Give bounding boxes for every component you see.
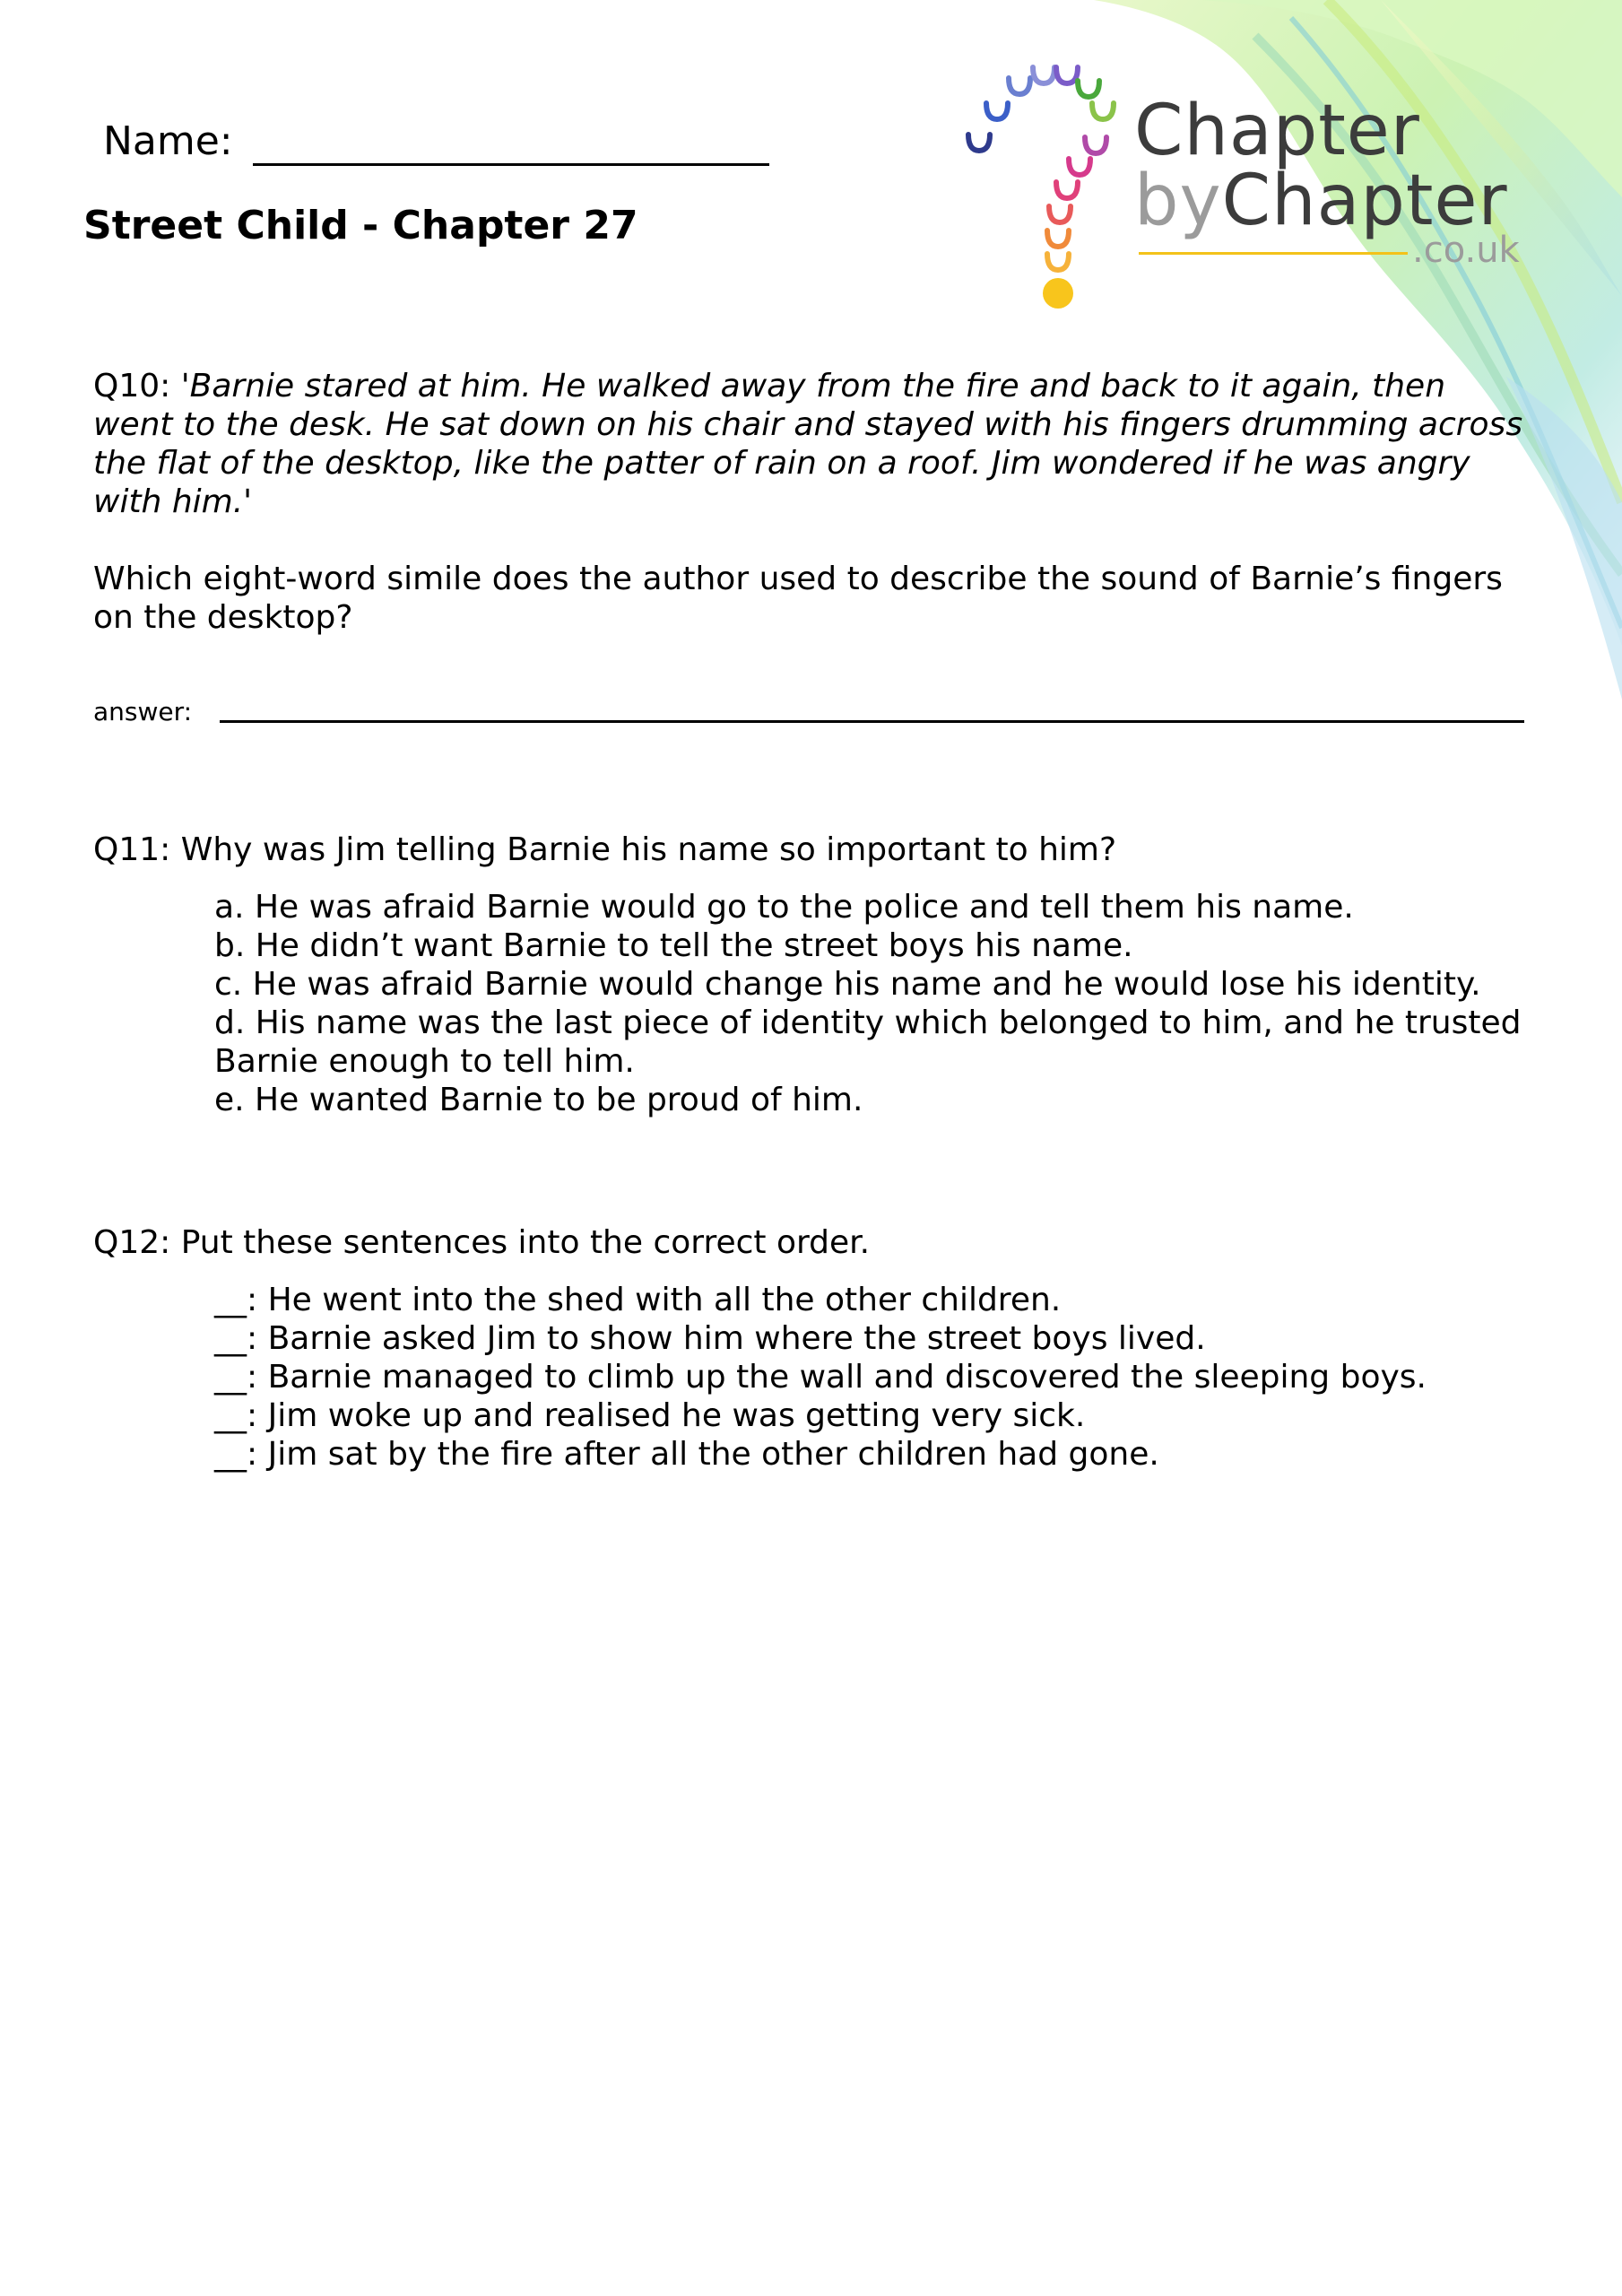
name-label: Name: bbox=[103, 118, 233, 164]
book-question-mark-icon bbox=[959, 49, 1139, 318]
question-10-passage bbox=[93, 367, 1528, 521]
chapter-by-chapter-logo bbox=[959, 49, 1578, 318]
question-11-prompt: Q11: Why was Jim telling Barnie his name so important to him? bbox=[93, 831, 1117, 868]
question-12-sentences bbox=[214, 1281, 1541, 1474]
option-c[interactable]: c. He was afraid Barnie would change his name and he would lose his identity. bbox=[214, 966, 1481, 1003]
order-sentence-3[interactable]: __: Barnie managed to climb up the wall and discovered the sleeping boys. bbox=[214, 1359, 1427, 1396]
question-12-prompt: Q12: Put these sentences into the correct order. bbox=[93, 1224, 871, 1261]
answer-field-line[interactable] bbox=[220, 720, 1524, 723]
name-field-line[interactable] bbox=[253, 163, 769, 166]
option-a[interactable]: a. He was afraid Barnie would go to the police and tell them his name. bbox=[214, 889, 1354, 926]
logo-underline bbox=[1139, 252, 1408, 255]
option-b[interactable]: b. He didn’t want Barnie to tell the street boys his name. bbox=[214, 927, 1133, 964]
question-11-options bbox=[214, 888, 1541, 1119]
order-sentence-1[interactable]: __: He went into the shed with all the other children. bbox=[214, 1282, 1062, 1318]
answer-label: answer: bbox=[93, 697, 193, 726]
question-number: Q10: bbox=[93, 368, 171, 404]
logo-text-chapter-2: Chapter bbox=[1221, 161, 1508, 241]
logo-text-chapter: Chapter bbox=[1134, 91, 1420, 171]
option-d[interactable]: d. His name was the last piece of identity which belonged to him, and he trusted Barnie enough to tell him. bbox=[214, 1004, 1522, 1080]
order-sentence-5[interactable]: __: Jim sat by the fire after all the other children had gone. bbox=[214, 1436, 1159, 1473]
option-e[interactable]: e. He wanted Barnie to be proud of him. bbox=[214, 1082, 863, 1118]
logo-text-by: by bbox=[1134, 161, 1222, 241]
page-title: Street Child - Chapter 27 bbox=[83, 203, 638, 248]
quoted-passage: 'Barnie stared at him. He walked away from the fire and back to it again, then went to the desk. He sat down on his chair and stayed with his fingers drumming across the flat of the desktop, like the patter of rain on a roof. Jim wondered if he was angry with him.' bbox=[93, 368, 1523, 520]
question-10-prompt: Which eight-word simile does the author used to describe the sound of Barnie’s fingers on the desktop? bbox=[93, 561, 1503, 636]
logo-domain: .co.uk bbox=[1412, 230, 1520, 271]
order-sentence-2[interactable]: __: Barnie asked Jim to show him where the street boys lived. bbox=[214, 1320, 1206, 1357]
order-sentence-4[interactable]: __: Jim woke up and realised he was getting very sick. bbox=[214, 1397, 1086, 1434]
